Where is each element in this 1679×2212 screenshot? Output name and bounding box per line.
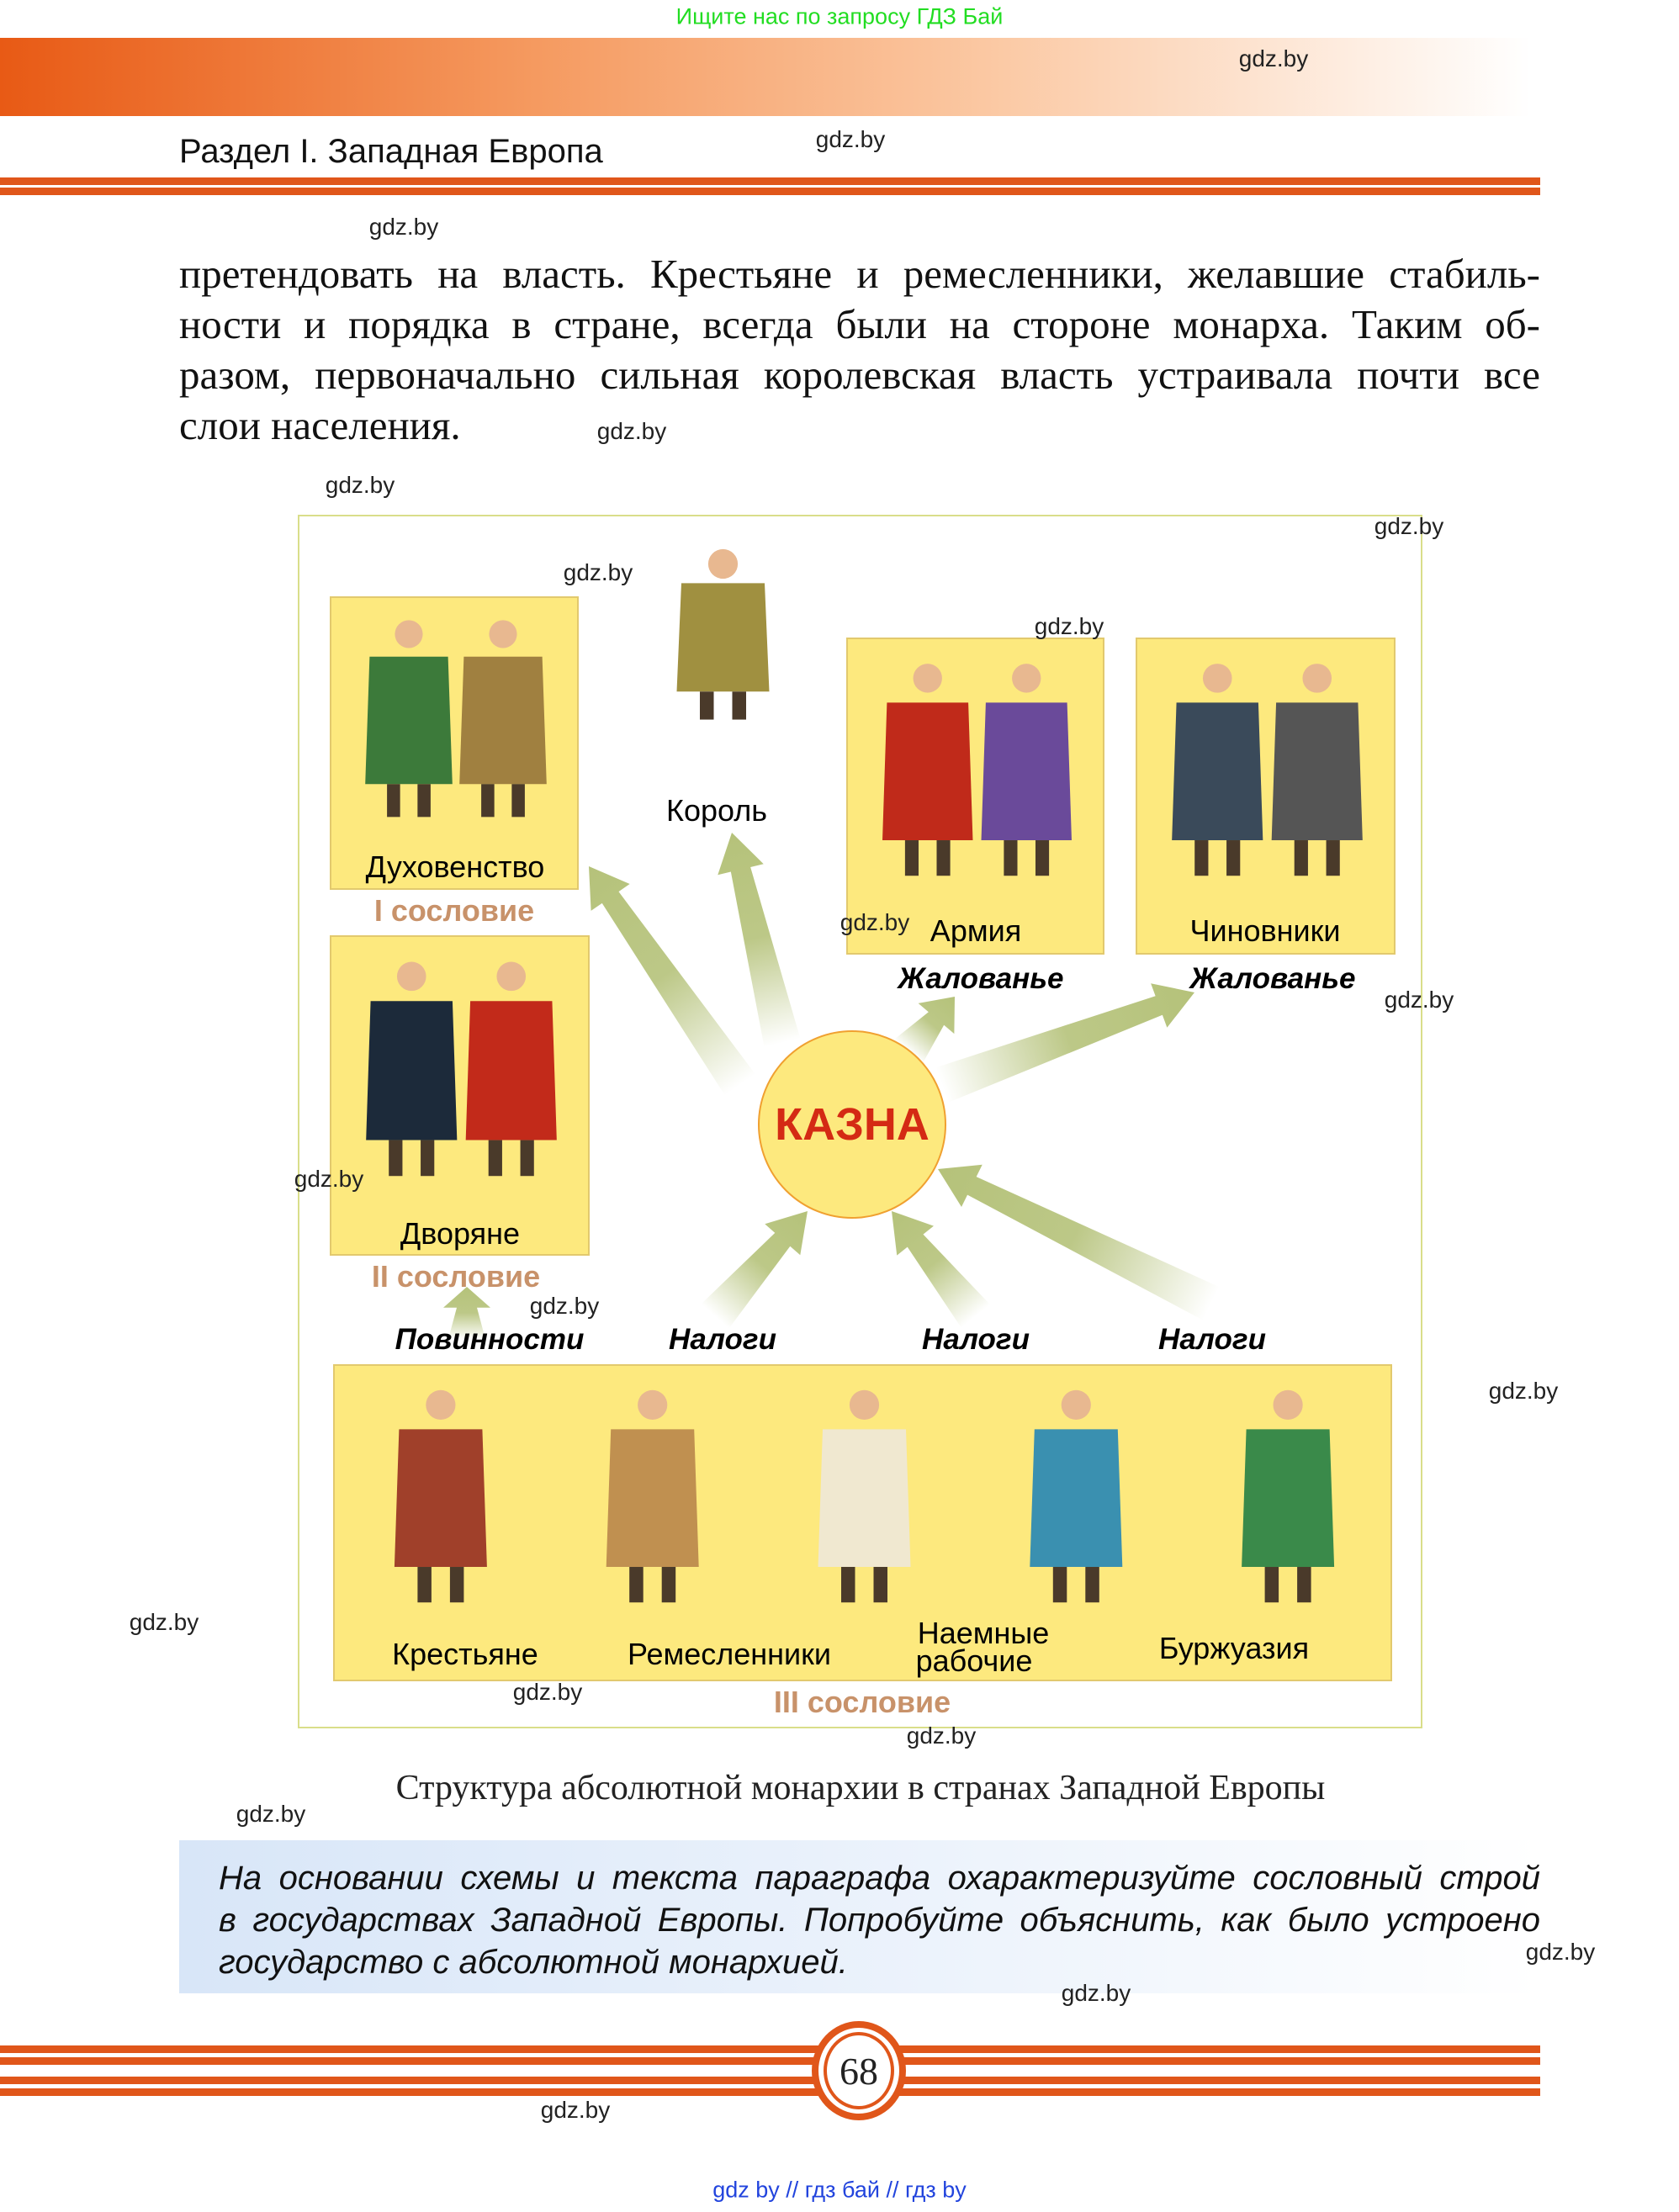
taxes-label: Налоги [922,1323,1030,1356]
figure [982,664,1072,876]
watermark: gdz.by [529,1293,600,1319]
watermark: gdz.by [906,1723,977,1749]
figure [1272,664,1363,876]
figure [395,1390,487,1602]
estate3-label: III сословие [773,1685,951,1719]
figure [459,620,547,817]
clergy-illustration [331,598,580,892]
footer-rule [0,2088,1540,2096]
body-line: ности и порядка в стране, всегда были на стороне монарха. Таким об- [179,301,1540,347]
arrow-from-workers [892,1211,990,1328]
arrow-to-officials [935,983,1194,1102]
footer-links[interactable]: gdz by // гдз бай // гдз by [712,2177,967,2203]
taxes-label: Налоги [1158,1323,1266,1356]
diagram-caption: Структура абсолютной монархии в странах Западной Европы [395,1769,1326,1807]
workers-label: Наемные [917,1616,1050,1650]
task-box [179,1840,1540,1993]
watermark: gdz.by [840,909,910,935]
figure [818,1390,911,1602]
figure [1030,1390,1122,1602]
watermark: gdz.by [368,214,439,240]
army-label: Армия [930,913,1022,948]
search-hint: Ищите нас по запросу ГДЗ Бай [675,3,1004,29]
king-illustration [642,533,804,783]
nobles-panel [330,935,590,1256]
watermark: gdz.by [325,472,395,498]
watermark: gdz.by [1384,987,1454,1013]
arrow-from-peasants [701,1211,808,1329]
watermark: gdz.by [294,1166,364,1192]
officials-illustration [1137,639,1397,956]
clergy-panel [330,596,579,890]
watermark: gdz.by [815,126,886,152]
watermark: gdz.by [1488,1378,1559,1404]
officials-panel [1136,638,1396,955]
figure [1242,1390,1334,1602]
officials-label: Чиновники [1189,913,1341,948]
figure [366,962,457,1177]
watermark: gdz.by [1034,613,1104,639]
salary-officials-label: Жалованье [1189,962,1356,995]
body-line: слои населения. [179,402,461,448]
footer-rule [0,2057,1540,2065]
watermark: gdz.by [563,559,633,585]
watermark: gdz.by [129,1609,199,1635]
salary-army-label: Жалованье [898,962,1064,995]
figure [606,1390,699,1602]
king-panel [642,533,804,783]
workers-label: рабочие [915,1643,1033,1678]
bourgeoisie-label: Буржуазия [1158,1631,1310,1665]
figure [365,620,453,817]
artisans-label: Ремесленники [628,1637,831,1671]
taxes-label: Налоги [669,1323,776,1356]
estate1-label: I сословие [373,893,535,928]
watermark: gdz.by [596,418,667,444]
nobles-illustration [331,937,591,1257]
section-title: Раздел I. Западная Европа [179,133,603,170]
arrow-to-clergy [589,866,755,1096]
watermark: gdz.by [512,1679,583,1705]
watermark: gdz.by [236,1801,306,1827]
duties-label: Повинности [395,1323,585,1356]
page-number: 68 [824,2032,894,2109]
body-line: разом, первоначально сильная королевская власть устраивала почти все [179,352,1540,398]
nobles-label: Дворяне [400,1216,521,1251]
watermark: gdz.by [1238,45,1309,71]
arrow-to-king [718,833,800,1047]
figure [466,962,557,1177]
figure [882,664,972,876]
peasants-label: Крестьяне [392,1637,538,1671]
body-line: претендовать на власть. Крестьяне и ремесленники, желавшие стабиль- [179,251,1540,297]
watermark: gdz.by [1525,1939,1596,1965]
footer-rule [0,2077,1540,2084]
watermark: gdz.by [540,2097,611,2123]
page-number-badge [812,2021,906,2120]
watermark: gdz.by [1061,1980,1131,2006]
estate2-label: II сословие [371,1259,541,1294]
treasury-circle: КАЗНА [758,1030,946,1219]
king-label: Король [665,793,768,828]
watermark: gdz.by [1374,513,1444,539]
figure [1172,664,1263,876]
figure [677,549,770,720]
task-line: в государствах Западной Европы. Попробуйте объяснить, как было устроено [219,1902,1540,1939]
army-panel [846,638,1104,955]
footer-rule [0,2045,1540,2053]
task-line: государство с абсолютной монархией. [219,1944,848,1981]
task-line: На основании схемы и текста параграфа охарактеризуйте сословный строй [219,1860,1540,1897]
clergy-label: Духовенство [365,849,545,884]
